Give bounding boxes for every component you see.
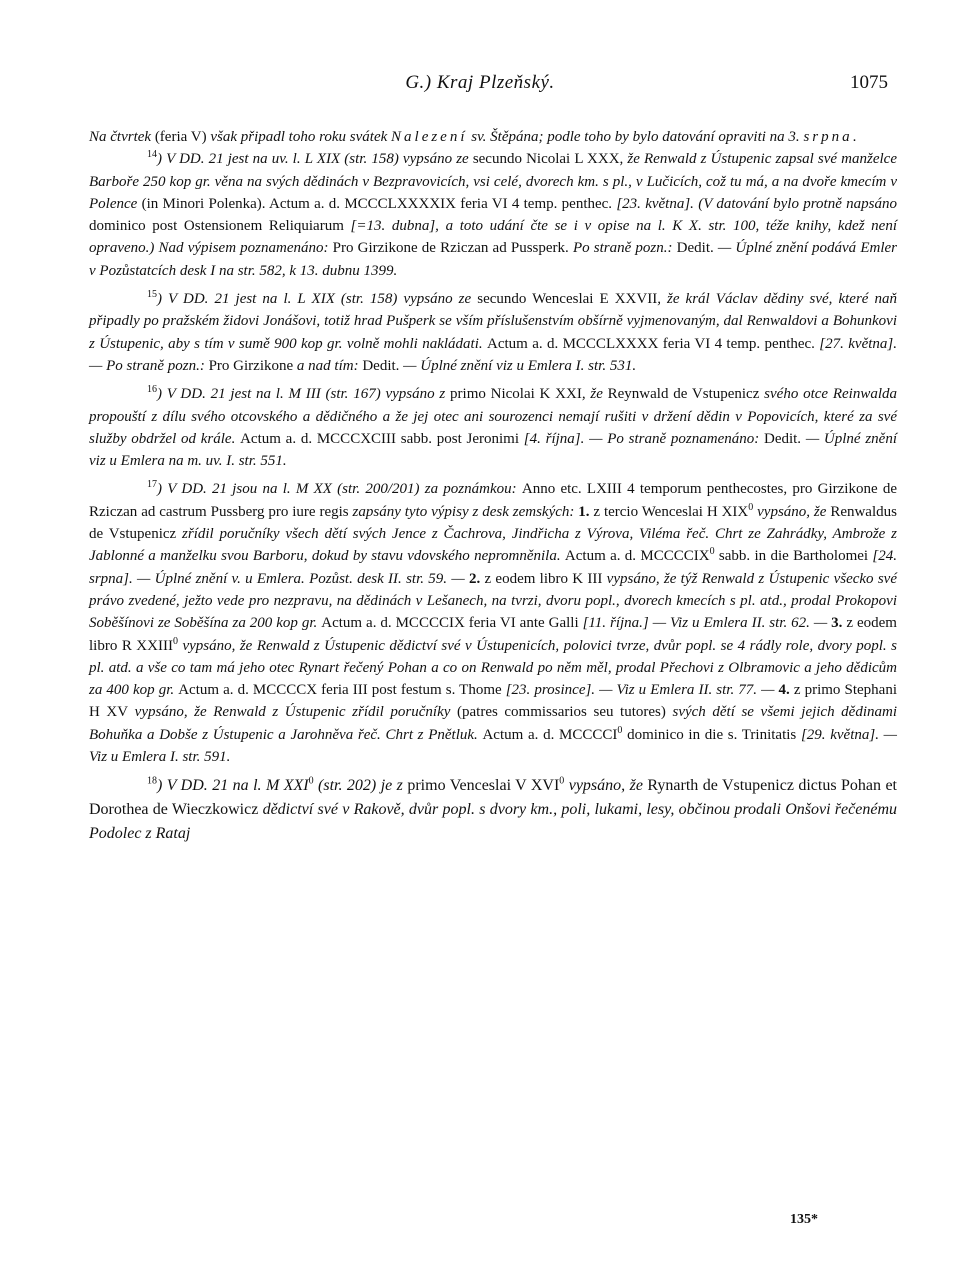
page-number: 1075	[850, 72, 888, 93]
footnote-17: $^{17}$) V DD. 21 jsou na l. M XX (str. 200/201) za poznámkou: Anno etc. LXIII 4 temporum penthecostes, pro Girzikone de Rziczan ad castrum Pussberg pro iure regis zapsány tyto výpisy z desk zemských: 1. z tercio Wenceslai H XIX$^0$ vypsáno, že Renwaldus de Vstupenicz zřídil poručníky všech dětí svých Jence z Čachrova, Jindřicha z Výrova, Viléma řeč. Chrt ze Zahrádky, Ambrože z Jablonné a manželku svou Barboru, dokud by stavu vdovského nepromněnila. Actum a. d. MCCCCIX$^0$ sabb. in die Bartholomei [24. srpna]. — Úplné znění v. u Emlera. Pozůst. desk II. str. 59. — 2. z eodem libro K III vypsáno, že týž Renwald z Ústupenic všecko své právo zvedené, ježto vede pro nezpravu, na dědinách v Lešanech, na tvrzi, dvoru popl., dvorech kmecích s pl. atd., prodal Prokopovi Soběšínovi ze Soběšína za 200 kop gr. Actum a. d. MCCCCIX feria VI ante Galli [11. října.] — Viz u Emlera II. str. 62. — 3. z eodem libro R XXIII$^0$ vypsáno, že Renwald z Ústupenic dědictví své v Ústupenicích, polovici tvrze, dvůr popl. se 4 rádly role, dvory popl. s pl. atd. a vše co tam má jeho otec Rynart řečený Pohan a co on Renwald po něm měl, prodal Přechovi z Olbramovic a jeho dědicům za 400 kop gr. Actum a. d. MCCCCX feria III post festum s. Thome [23. prosince]. — Viz u Emlera II. str. 77. — 4. z primo Stephani H XV vypsáno, že Renwald z Ústupenic zřídil poručníky (patres commissarios seu tutores) svých dětí se všemi jejich dědinami Bohuňka a Dobše z Ústupenic a Jarohněva řeč. Chrt z Pnětluk. Actum a. d. MCCCCI$^0$ dominico in die s. Trinitatis [29. května]. — Viz u Emlera I. str. 591.	[89, 479, 898, 766]
footnotes-body	[89, 126, 897, 846]
footnote-18: $^{18}$) V DD. 21 na l. M XXI$^0$ (str. 202) je z primo Venceslai V XVI$^0$ vypsáno, že Rynarth de Vstupenicz dictus Pohan et Dorothea de Wieczkowicz dědictví své v Rakově, dvůr popl. s dvory km., poli, lukami, lesy, občinou prodali Onšovi řečenému Podolec z Rataj	[89, 775, 897, 843]
footnote-14: $^{14}$) V DD. 21 jest na uv. l. L XIX (str. 158) vypsáno ze secundo Nicolai L XXX, že Renwald z Ústupenic zapsal své manželce Barboře 250 kop gr. věna na svých dědinách v Bezpravovicích, vsi celé, dvorech km. s pl., v Lučicích, což tu má, a na dvoře kmecím v Polence (in Minori Polenka). Actum a. d. MCCCLXXXXIX feria VI 4 temp. penthec. [23. května]. (V datování bylo protně napsáno dominico post Ostensionem Reliquiarum [=13. dubna], a toto udání čte se i v opise na l. K X. str. 100, téže knihy, kdež není opraveno.) Nad výpisem poznamenáno: Pro Girzikone de Rziczan ad Pussperk. Po straně pozn.: Dedit. — Úplné znění podává Emler v Pozůstatcích desk I na str. 582, k 13. dubnu 1399.	[89, 149, 897, 279]
printer-signature-mark: 135*	[790, 1212, 818, 1227]
running-header-title: G.) Kraj Plzeňský.	[405, 72, 555, 93]
footnote-16: $^{16}$) V DD. 21 jest na l. M III (str. 167) vypsáno z primo Nicolai K XXI, že Reynwald de Vstupenicz svého otce Reinwalda propouští z dílu svého otcovského a dědičného a že jej otec ani sourozenci nemají rušiti v držení dědin v Popovicích, které za své služby obdržel od krále. Actum a. d. MCCCXCIII sabb. post Jeronimi [4. října]. — Po straně poznamenáno: Dedit. — Úplné znění viz u Emlera na m. uv. I. str. 551.	[89, 384, 898, 470]
intro-paragraph: Na čtvrtek (feria V) však připadl toho roku svátek Nalezení sv. Štěpána; podle toho by bylo datování opraviti na 3. srpna.	[89, 129, 857, 145]
footnote-15: $^{15}$) V DD. 21 jest na l. L XIX (str. 158) vypsáno ze secundo Wenceslai E XXVII, že král Václav dědiny své, které naň připadly po pražském židovi Jonášovi, totiž hrad Pušperk se vším příslušenstvím obšírně vyjmenovaným, dal Renwaldovi a Bohunkovi z Ústupenic, aby s tím v sumě 900 kop gr. volně mohli nakládati. Actum a. d. MCCCLXXXX feria VI 4 temp. penthec. [27. května]. — Po straně pozn.: Pro Girzikone a nad tím: Dedit. — Úplné znění viz u Emlera I. str. 531.	[89, 289, 898, 374]
